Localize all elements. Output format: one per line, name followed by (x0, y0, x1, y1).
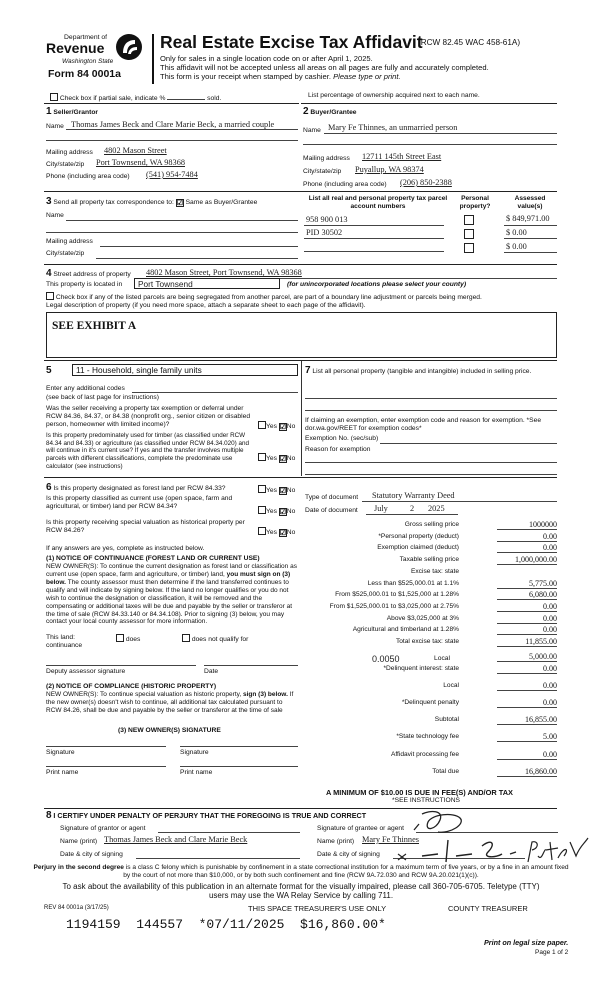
timber-yes-checkbox[interactable] (258, 453, 266, 461)
owner-sig-line2 (180, 746, 298, 747)
calc2-label: Local (443, 682, 459, 690)
calc2-value[interactable]: 0.00 (497, 664, 557, 674)
partial-sale-row: Check box if partial sale, indicate % sold. (50, 93, 221, 103)
historic-answer: Yes ☑No (258, 527, 295, 537)
parcel-col-header: List all real and personal property tax parcel account numbers (308, 195, 448, 211)
calc2-value[interactable]: 5.00 (497, 732, 557, 742)
certify-heading: 8 I CERTIFY UNDER PENALTY OF PERJURY THAT THE FOREGOING IS TRUE AND CORRECT (46, 810, 367, 821)
codes-note: (see back of last page for instructions) (46, 394, 159, 401)
grantee-sig-label: Signature of grantee or agent (317, 825, 404, 832)
calc-label: From $525,000.01 to $1,525,000 at 1.28% (335, 591, 459, 599)
does-qualify-checkbox[interactable] (116, 634, 124, 642)
deputy-date-line (204, 665, 298, 666)
calc2-value[interactable]: 16,855.00 (497, 715, 557, 725)
calc-label: Taxable selling price (399, 556, 459, 564)
timber-no-checkbox[interactable]: ☑ (279, 456, 287, 463)
owner-print-label1: Print name (46, 769, 79, 776)
personal-col-header: Personal property? (459, 195, 491, 211)
property-street[interactable]: 4802 Mason Street, Port Townsend, WA 98368 (146, 268, 302, 277)
reason-line2 (305, 474, 557, 475)
buyer-name-line (324, 133, 557, 134)
calc-value[interactable]: 0.00 (497, 532, 557, 542)
grantee-name[interactable]: Mary Fe Thinnes (362, 835, 419, 844)
calc2-label: *Delinquent interest: state (383, 665, 459, 672)
doc-type-line (362, 501, 557, 502)
legal-paper-note: Print on legal size paper. (484, 938, 569, 947)
notice1-body: NEW OWNER(S): To continue the current designation as forest land or classification as current use (open space, farm and agriculture, or timber) land, you must sign on (3) below. The county assessor must then determine if the land transferred continues to qualify and will indicate by signing below. If the land no longer qualifies or you do not wish to continue the designation or classification, it will be removed and the compensating or additional taxes will be due and payable by the seller or transferor at the time of sale (RCW 84.33.140 or 84.34.108). Prior to signing (3) below, you may contact your local county assessor for more information. (46, 563, 297, 626)
calc2-row-4 (305, 733, 557, 745)
exemption-no-checkbox[interactable]: ☑ (279, 424, 287, 431)
calc-row-10 (305, 638, 557, 650)
grantee-name-label: Name (print) (317, 838, 355, 845)
owner-print-line2 (180, 766, 298, 767)
calc2-label: Total due (432, 767, 459, 775)
exemption-yes-checkbox[interactable] (258, 421, 266, 429)
corr-name-label: Name (46, 212, 64, 219)
calc-label: *Personal property (deduct) (378, 532, 459, 540)
assessed-value-3[interactable]: $ 0.00 (506, 242, 527, 251)
calc2-value[interactable]: 0.00 (497, 681, 557, 691)
assessed-col-header: Assessed value(s) (514, 195, 546, 211)
historic-yes-checkbox[interactable] (258, 527, 266, 535)
buyer-heading: 2 Buyer/Grantee (303, 106, 357, 117)
calc2-row-0 (305, 665, 557, 677)
current-use-yes-checkbox[interactable] (258, 506, 266, 514)
buyer-mailing-label: Mailing address (303, 155, 350, 162)
grantor-date-label: Date & city of signing (60, 851, 123, 858)
section2-rule (301, 103, 557, 104)
personal-checkbox-2[interactable] (464, 229, 474, 239)
seller-name-line2 (46, 140, 298, 141)
calc2-label: Subtotal (434, 716, 459, 724)
buyer-phone[interactable]: (206) 850-2388 (400, 178, 452, 187)
calc2-value[interactable]: 16,860.00 (497, 767, 557, 777)
section6-rule (44, 477, 557, 478)
owner-sig-label2: Signature (180, 749, 209, 756)
calc2-value[interactable]: 0.00 (497, 698, 557, 708)
parcel-line-2 (304, 238, 444, 239)
doc-date-year[interactable]: 2025 (428, 504, 445, 513)
form-number: Form 84 0001a (48, 68, 121, 80)
calc2-label: *Delinquent penalty (401, 699, 459, 707)
personal-property-line1 (305, 398, 557, 399)
calc2-value[interactable]: 0.00 (497, 750, 557, 760)
ownership-note: List percentage of ownership acquired next to each name. (308, 92, 480, 99)
local-label: Local (434, 655, 450, 662)
assessed-value-2[interactable]: $ 0.00 (506, 228, 527, 237)
exemption-answer: Yes ☑No (258, 421, 295, 431)
doc-type[interactable]: Statutory Warranty Deed (372, 491, 455, 500)
seller-name-label: Name (46, 123, 64, 130)
segregated-checkbox[interactable] (46, 292, 54, 300)
calc-label: Exemption claimed (deduct) (377, 544, 459, 552)
header-note3: This form is your receipt when stamped by cashier. Please type or print. (160, 72, 401, 81)
parcel-number-2[interactable]: PID 30502 (306, 228, 343, 237)
calc-value[interactable]: 11,855.00 (497, 637, 557, 647)
historic-no-checkbox[interactable]: ☑ (279, 530, 287, 537)
seller-city[interactable]: Port Townsend, WA 98368 (96, 158, 186, 167)
seller-mailing[interactable]: 4802 Mason Street (104, 146, 167, 155)
current-use-question: Is this property classified as current use (open space, farm and agricultural, or timber) land per RCW 84.34? (46, 495, 233, 511)
calc-row-3 (305, 556, 557, 568)
section-divider-vertical (301, 361, 302, 476)
buyer-name[interactable]: Mary Fe Thinnes, an unmarried person (328, 123, 458, 132)
grantor-name[interactable]: Thomas James Beck and Clare Marie Beck (104, 835, 248, 844)
calc2-row-2 (305, 699, 557, 711)
corr-name-line (66, 220, 298, 221)
current-use-no-checkbox[interactable]: ☑ (279, 509, 287, 516)
minimum-due: A MINIMUM OF $10.00 IS DUE IN FEE(S) AND/OR TAX (326, 788, 513, 797)
dor-logo (44, 34, 149, 82)
forest-yes-checkbox[interactable] (258, 485, 266, 493)
located-select[interactable]: Port Townsend (134, 278, 280, 289)
notice2-title: (2) NOTICE OF COMPLIANCE (HISTORIC PROPERTY) (46, 683, 217, 690)
doc-date-line (366, 514, 458, 515)
local-value[interactable]: 5,000.00 (497, 652, 557, 662)
corr-name-line2 (46, 232, 298, 233)
calc2-label: Affidavit processing fee (390, 750, 459, 758)
deputy-date-label: Date (204, 668, 219, 675)
section5-num: 5 (46, 365, 52, 376)
if-yes-note: If any answers are yes, complete as instructed below. (46, 545, 205, 552)
seller-mailing-label: Mailing address (46, 149, 93, 156)
legal-label: Legal description of property (if you need more space, attach a separate sheet to each page of the affidavit). (46, 302, 366, 309)
personal-property-label: 7 List all personal property (tangible and intangible) included in selling price. (305, 365, 532, 376)
buyer-city-label: City/state/zip (303, 168, 342, 175)
assessed-line-1 (504, 225, 557, 226)
calc-label: Above $3,025,000 at 3% (386, 614, 459, 622)
buyer-mailing[interactable]: 12711 145th Street East (362, 152, 442, 161)
calc-value[interactable]: 0.00 (497, 625, 557, 635)
located-label: This property is located in (46, 281, 123, 288)
deputy-sig-label: Deputy assessor signature (46, 668, 126, 675)
treasurer-receipt: 1194159 144557 *07/11/2025 $16,860.00* (66, 917, 386, 932)
calc2-row-6 (305, 768, 557, 780)
calc2-row-5 (305, 751, 557, 763)
same-as-buyer-checkbox[interactable]: ☑ (176, 200, 184, 207)
grantor-sig-label: Signature of grantor or agent (60, 825, 146, 832)
seller-name-line (66, 129, 298, 130)
exemption-no-line (380, 443, 557, 444)
timber-question: Is this property predominately used for timber (as classified under RCW 84.34 and 84.33) or agriculture (as classified under RCW 84.34.020) and will continue in it's current use? If yes and the transfer involves multiple parcels with different classifications, complete the predominate use calculator (see instructions) (46, 432, 250, 470)
corr-city-line (96, 258, 298, 259)
additional-codes-line (132, 392, 298, 393)
grantor-sig-line (158, 832, 300, 833)
calc-label: Less than $525,000.01 at 1.1% (367, 579, 459, 587)
legal-description: SEE EXHIBIT A (52, 320, 137, 332)
calc2-label: *State technology fee (396, 733, 459, 741)
notice2-body: NEW OWNER(S): To continue special valuation as historic property, sign (3) below. If the new owner(s) doesn't wish to continue, all additional tax calculated pursuant to RCW 84.26, shall be due and payable by the seller or transferor at the time of sale (46, 691, 294, 714)
parcel-number-1[interactable]: 958 900 013 (306, 215, 348, 224)
seller-name[interactable]: Thomas James Beck and Clare Marie Beck, a married couple (71, 120, 275, 129)
calc-value[interactable]: 1,000,000.00 (497, 555, 557, 565)
buyer-name-line2 (303, 144, 557, 145)
unincorporated-note: (for unincorporated locations please select your county) (287, 281, 467, 288)
does-not-option: does not qualify for (182, 634, 248, 644)
owner-sig-label1: Signature (46, 749, 75, 756)
grantee-date-signing-icon[interactable] (392, 836, 592, 866)
dept-state: Washington State (62, 58, 114, 65)
parcel-line-1 (304, 225, 444, 226)
calc-value[interactable]: 6,080.00 (497, 590, 557, 600)
section1-rule (44, 103, 299, 104)
street-label: 4 Street address of property (46, 268, 131, 279)
local-rate[interactable]: 0.0050 (372, 654, 400, 664)
timber-answer: Yes ☑No (258, 453, 295, 463)
calc-value[interactable]: 5,775.00 (497, 579, 557, 589)
exemption-question: Was the seller receiving a property tax exemption or deferral under RCW 84.36, 84.37, or 84.38 (nonprofit org., senior citizen or disabled person, homeowner with limited income)? (46, 405, 251, 429)
notice1-title: (1) NOTICE OF CONTINUANCE (FOREST LAND OR CURRENT USE) (46, 555, 260, 562)
calc-value[interactable]: 0.00 (497, 602, 557, 612)
form-revision: REV 84 0001a (3/17/25) (44, 905, 109, 911)
alternate-format-notice: To ask about the availability of this publication in an alternate format for the visually impaired, please call 360-705-6705. Teletype (TTY) users may use the WA Relay Service by calling 711. (62, 882, 540, 900)
corr-mailing-label: Mailing address (46, 238, 93, 245)
calc-label: Gross selling price (404, 521, 459, 528)
form-title: Real Estate Excise Tax Affidavit (160, 32, 423, 52)
personal-checkbox-1[interactable] (464, 215, 474, 225)
personal-checkbox-3[interactable] (464, 243, 474, 253)
legal-description-box[interactable] (46, 312, 557, 358)
doc-date-label: Date of document (305, 507, 358, 514)
calc-label: Excise tax: state (410, 567, 459, 575)
section3-rule (44, 191, 557, 192)
assessed-line-2 (504, 238, 557, 239)
calc-label: Agricultural and timberland at 1.28% (352, 626, 459, 634)
section8-rule (44, 808, 557, 809)
calc-value[interactable]: 0.00 (497, 614, 557, 624)
treasurer-use: THIS SPACE TREASURER'S USE ONLY (248, 904, 387, 913)
dept-revenue: Revenue (46, 40, 105, 56)
grantor-date-line (136, 858, 300, 859)
exemption-no-label: Exemption No. (sec/sub) (305, 435, 379, 442)
perjury-notice: Perjury in the second degree is a class C felony which is punishable by confinement in a state correctional institution for a maximum term of five years, or by a fine in an amount fixed by the court of not more than $10,000, or by both such confinement and fine (RCW 9A.72.030 and RCW 9A.20.021(1)(c)). (33, 864, 569, 880)
does-not-qualify-checkbox[interactable] (182, 634, 190, 642)
corr-city-label: City/state/zip (46, 250, 85, 257)
corr-mailing-line (100, 246, 298, 247)
forest-no-checkbox[interactable]: ☑ (279, 488, 287, 495)
calc2-row-3 (305, 716, 557, 728)
calc-value[interactable]: 0.00 (497, 543, 557, 553)
dept-line1: Department of (64, 34, 108, 41)
correspondence-label: 3 Send all property tax correspondence to: ☑ Same as Buyer/Grantee (46, 196, 258, 207)
forest-answer: Yes ☑No (258, 485, 295, 495)
owner-print-label2: Print name (180, 769, 213, 776)
doc-date-day[interactable]: 2 (410, 504, 415, 513)
buyer-name-label: Name (303, 127, 321, 134)
form-citation: (RCW 82.45 WAC 458-61A) (418, 38, 521, 47)
section4-rule (44, 264, 557, 265)
grantee-date-label: Date & city of signing (317, 851, 380, 858)
header-note2: This affidavit will not be accepted unless all areas on all pages are fully and accurately completed. (160, 63, 489, 72)
seller-heading: 1 Seller/Grantor (46, 106, 99, 117)
additional-codes-label: Enter any additional codes (46, 385, 125, 392)
segregated-row: Check box if any of the listed parcels are being segregated from another parcel, are part of a boundary line adjustment or parcels being merged. (46, 292, 482, 302)
parcel-line-3 (304, 251, 444, 252)
buyer-phone-label: Phone (including area code) (303, 181, 387, 188)
reason-label: Reason for exemption (305, 446, 371, 453)
land-use-select[interactable]: 11 - Household, single family units (72, 364, 298, 376)
this-land-label: This land: continuance (46, 634, 83, 650)
assessed-line-3 (504, 252, 557, 253)
partial-sale-checkbox[interactable] (50, 93, 58, 101)
buyer-city[interactable]: Puyallup, WA 98374 (355, 165, 424, 174)
historic-question: Is this property receiving special valuation as historical property per RCW 84.26? (46, 519, 245, 535)
calc-label: From $1,525,000.01 to $3,025,000 at 2.75% (329, 602, 459, 610)
grantor-name-label: Name (print) (60, 838, 98, 845)
calc-value[interactable]: 1000000 (497, 520, 557, 530)
header-note1: Only for sales in a single location code on or after April 1, 2025. (160, 54, 373, 63)
revenue-logo-icon (114, 32, 144, 62)
calc2-row-1 (305, 682, 557, 694)
personal-property-line2 (305, 410, 557, 411)
header-divider (152, 34, 154, 84)
owner-print-line1 (46, 766, 166, 767)
does-option: does (116, 634, 140, 644)
exemption-claim-label: If claiming an exemption, enter exemption code and reason for exemption. *See dor.wa.gov/REET for exemption codes* (305, 417, 542, 433)
seller-phone[interactable]: (541) 954-7484 (146, 170, 198, 179)
seller-city-label: City/state/zip (46, 161, 85, 168)
see-instructions: *SEE INSTRUCTIONS (392, 797, 460, 804)
doc-type-label: Type of document (305, 494, 359, 501)
deputy-sig-line (46, 665, 196, 666)
current-use-answer: Yes ☑No (258, 506, 295, 516)
seller-phone-label: Phone (including area code) (46, 173, 130, 180)
doc-date-month[interactable]: July (374, 504, 388, 513)
new-owner-sig-title: (3) NEW OWNER(S) SIGNATURE (118, 727, 221, 734)
owner-sig-line1 (46, 746, 166, 747)
calc-label: Total excise tax: state (395, 638, 459, 645)
assessed-value-1[interactable]: $ 849,971.00 (506, 214, 550, 223)
forest-question: 6 Is this property designated as forest land per RCW 84.33? (46, 482, 226, 493)
page-number: Page 1 of 2 (535, 949, 569, 956)
reason-line (305, 462, 557, 463)
county-treasurer: COUNTY TREASURER (448, 904, 528, 913)
